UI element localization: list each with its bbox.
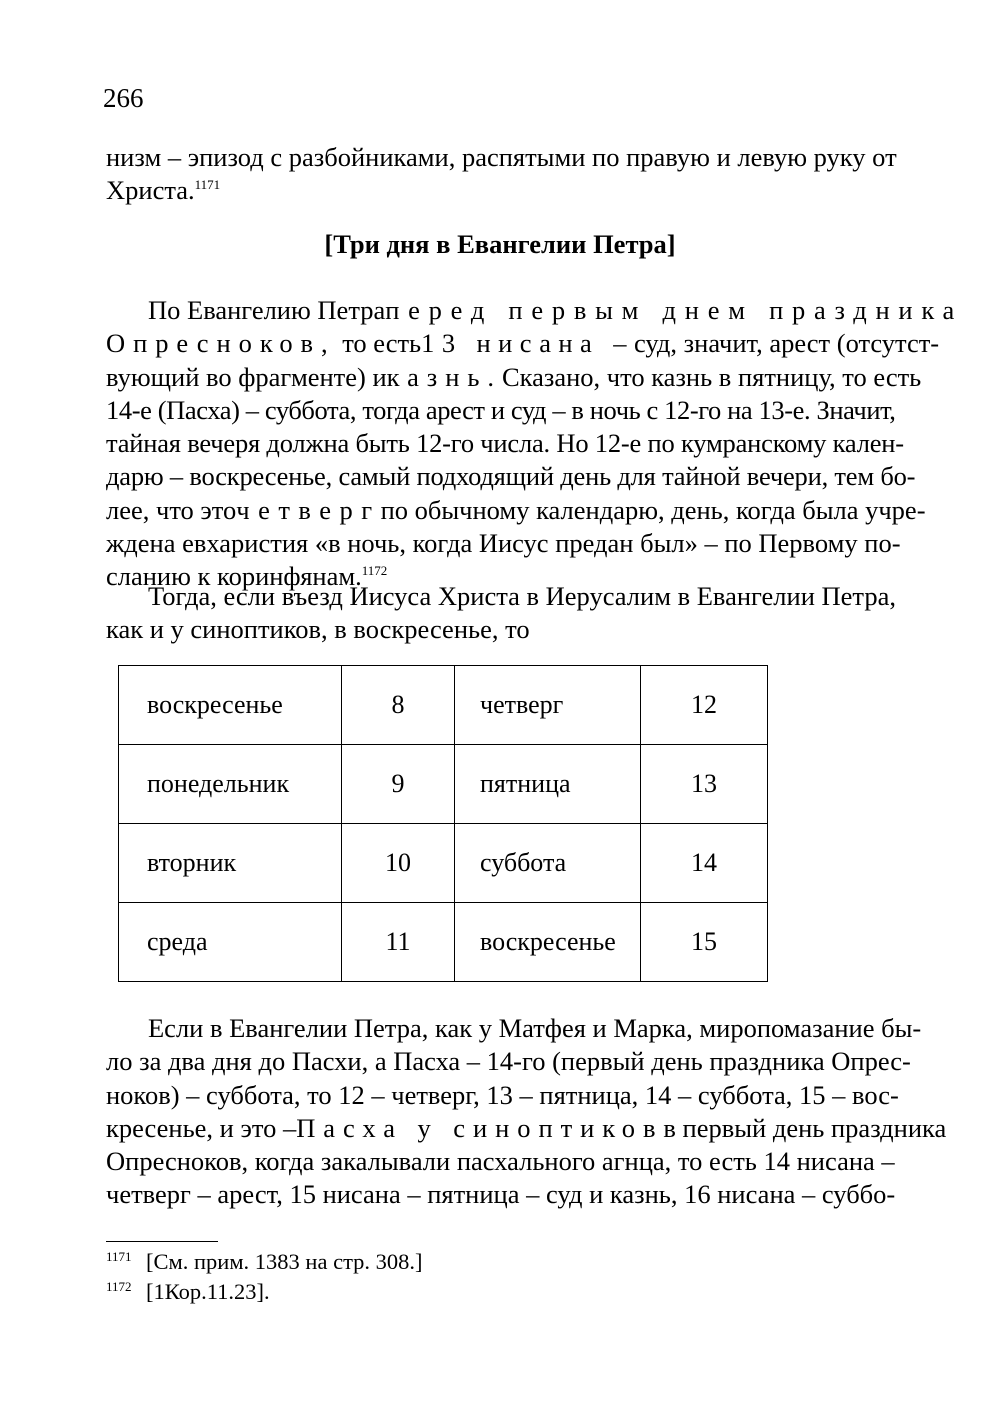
date-cell: 12 xyxy=(641,666,768,745)
day-cell: понедельник xyxy=(119,745,342,824)
calendar-table xyxy=(118,665,768,982)
table-row xyxy=(119,824,768,903)
paragraph-2 xyxy=(106,580,896,647)
intro-paragraph xyxy=(106,141,896,208)
day-cell: среда xyxy=(119,903,342,982)
day-cell: суббота xyxy=(455,824,641,903)
text-line: Опресноков, когда закалывали пасхального агнца, то есть 14 нисана – xyxy=(106,1146,895,1177)
text-line: вующий во фрагменте) и казнь. Сказано, что казнь в пятницу, то есть xyxy=(106,361,922,392)
footnote-text: [1Кор.11.23]. xyxy=(146,1279,270,1304)
table-row xyxy=(119,666,768,745)
footnote-ref: 1171 xyxy=(194,177,221,193)
text-line: кресенье, и это – Пасха у синоптиков в первый день праздника xyxy=(106,1112,947,1143)
text-line: По Евангелию Петра перед первым днем праздника xyxy=(148,295,964,325)
text-line: ло за два дня до Пасхи, а Пасха – 14-го (первый день праздника Опрес- xyxy=(106,1046,911,1077)
text-line: сланию к коринфянам.$^{1172}$ xyxy=(106,561,388,592)
text-line: низм – эпизод с разбойниками, распятыми по правую и левую руку от xyxy=(106,142,897,172)
table-row xyxy=(119,903,768,982)
text-line: лее, что это четверг по обычному календарю, день, когда была учре- xyxy=(106,494,926,525)
calendar-table-body xyxy=(119,666,768,982)
text-line: 14-е (Пасха) – суббота, тогда арест и суд – в ночь с 12-го на 13-е. Значит, xyxy=(106,394,896,425)
page-number: 266 xyxy=(103,83,144,113)
paragraph-3 xyxy=(106,1012,947,1212)
date-cell: 13 xyxy=(641,745,768,824)
footnote-text: [См. прим. 1383 на стр. 308.] xyxy=(146,1249,423,1274)
text-line: тайная вечеря должна быть 12-го числа. Но 12-е по кумранскому кален- xyxy=(106,428,904,459)
day-cell: четверг xyxy=(455,666,641,745)
text-line: дарю – воскресенье, самый подходящий день для тайной вечери, тем бо- xyxy=(106,461,916,492)
text-line: как и у синоптиков, в воскресенье, то xyxy=(106,614,530,645)
text-line: Христа.$^{1171}$ xyxy=(106,175,221,206)
text-line: четверг – арест, 15 нисана – пятница – суд и казнь, 16 нисана – суббо- xyxy=(106,1179,896,1210)
section-heading: [Три дня в Евангелии Петра] xyxy=(324,229,676,259)
footnote: 1171 [См. прим. 1383 на стр. 308.] xyxy=(106,1248,423,1274)
paragraph-1 xyxy=(106,294,964,594)
day-cell: вторник xyxy=(119,824,342,903)
text-line: Если в Евангелии Петра, как у Матфея и Марка, миропомазание бы- xyxy=(148,1013,922,1043)
footnote-ref: 1172 xyxy=(361,563,388,579)
day-cell: воскресенье xyxy=(119,666,342,745)
footnote-separator xyxy=(106,1241,218,1242)
date-cell: 8 xyxy=(342,666,455,745)
text-line: Опресноков, то есть 13 нисана – суд, значит, арест (отсутст- xyxy=(106,328,940,359)
table-row xyxy=(119,745,768,824)
date-cell: 9 xyxy=(342,745,455,824)
date-cell: 14 xyxy=(641,824,768,903)
day-cell: пятница xyxy=(455,745,641,824)
text-line: ждена евхаристия «в ночь, когда Иисус предан был» – по Первому по- xyxy=(106,528,901,559)
date-cell: 10 xyxy=(342,824,455,903)
text-line: ноков) – суббота, то 12 – четверг, 13 – пятница, 14 – суббота, 15 – вос- xyxy=(106,1079,899,1110)
footnote: 1172 [1Кор.11.23]. xyxy=(106,1278,270,1304)
day-cell: воскресенье xyxy=(455,903,641,982)
text-line: Тогда, если въезд Иисуса Христа в Иерусалим в Евангелии Петра, xyxy=(148,581,896,611)
date-cell: 15 xyxy=(641,903,768,982)
date-cell: 11 xyxy=(342,903,455,982)
